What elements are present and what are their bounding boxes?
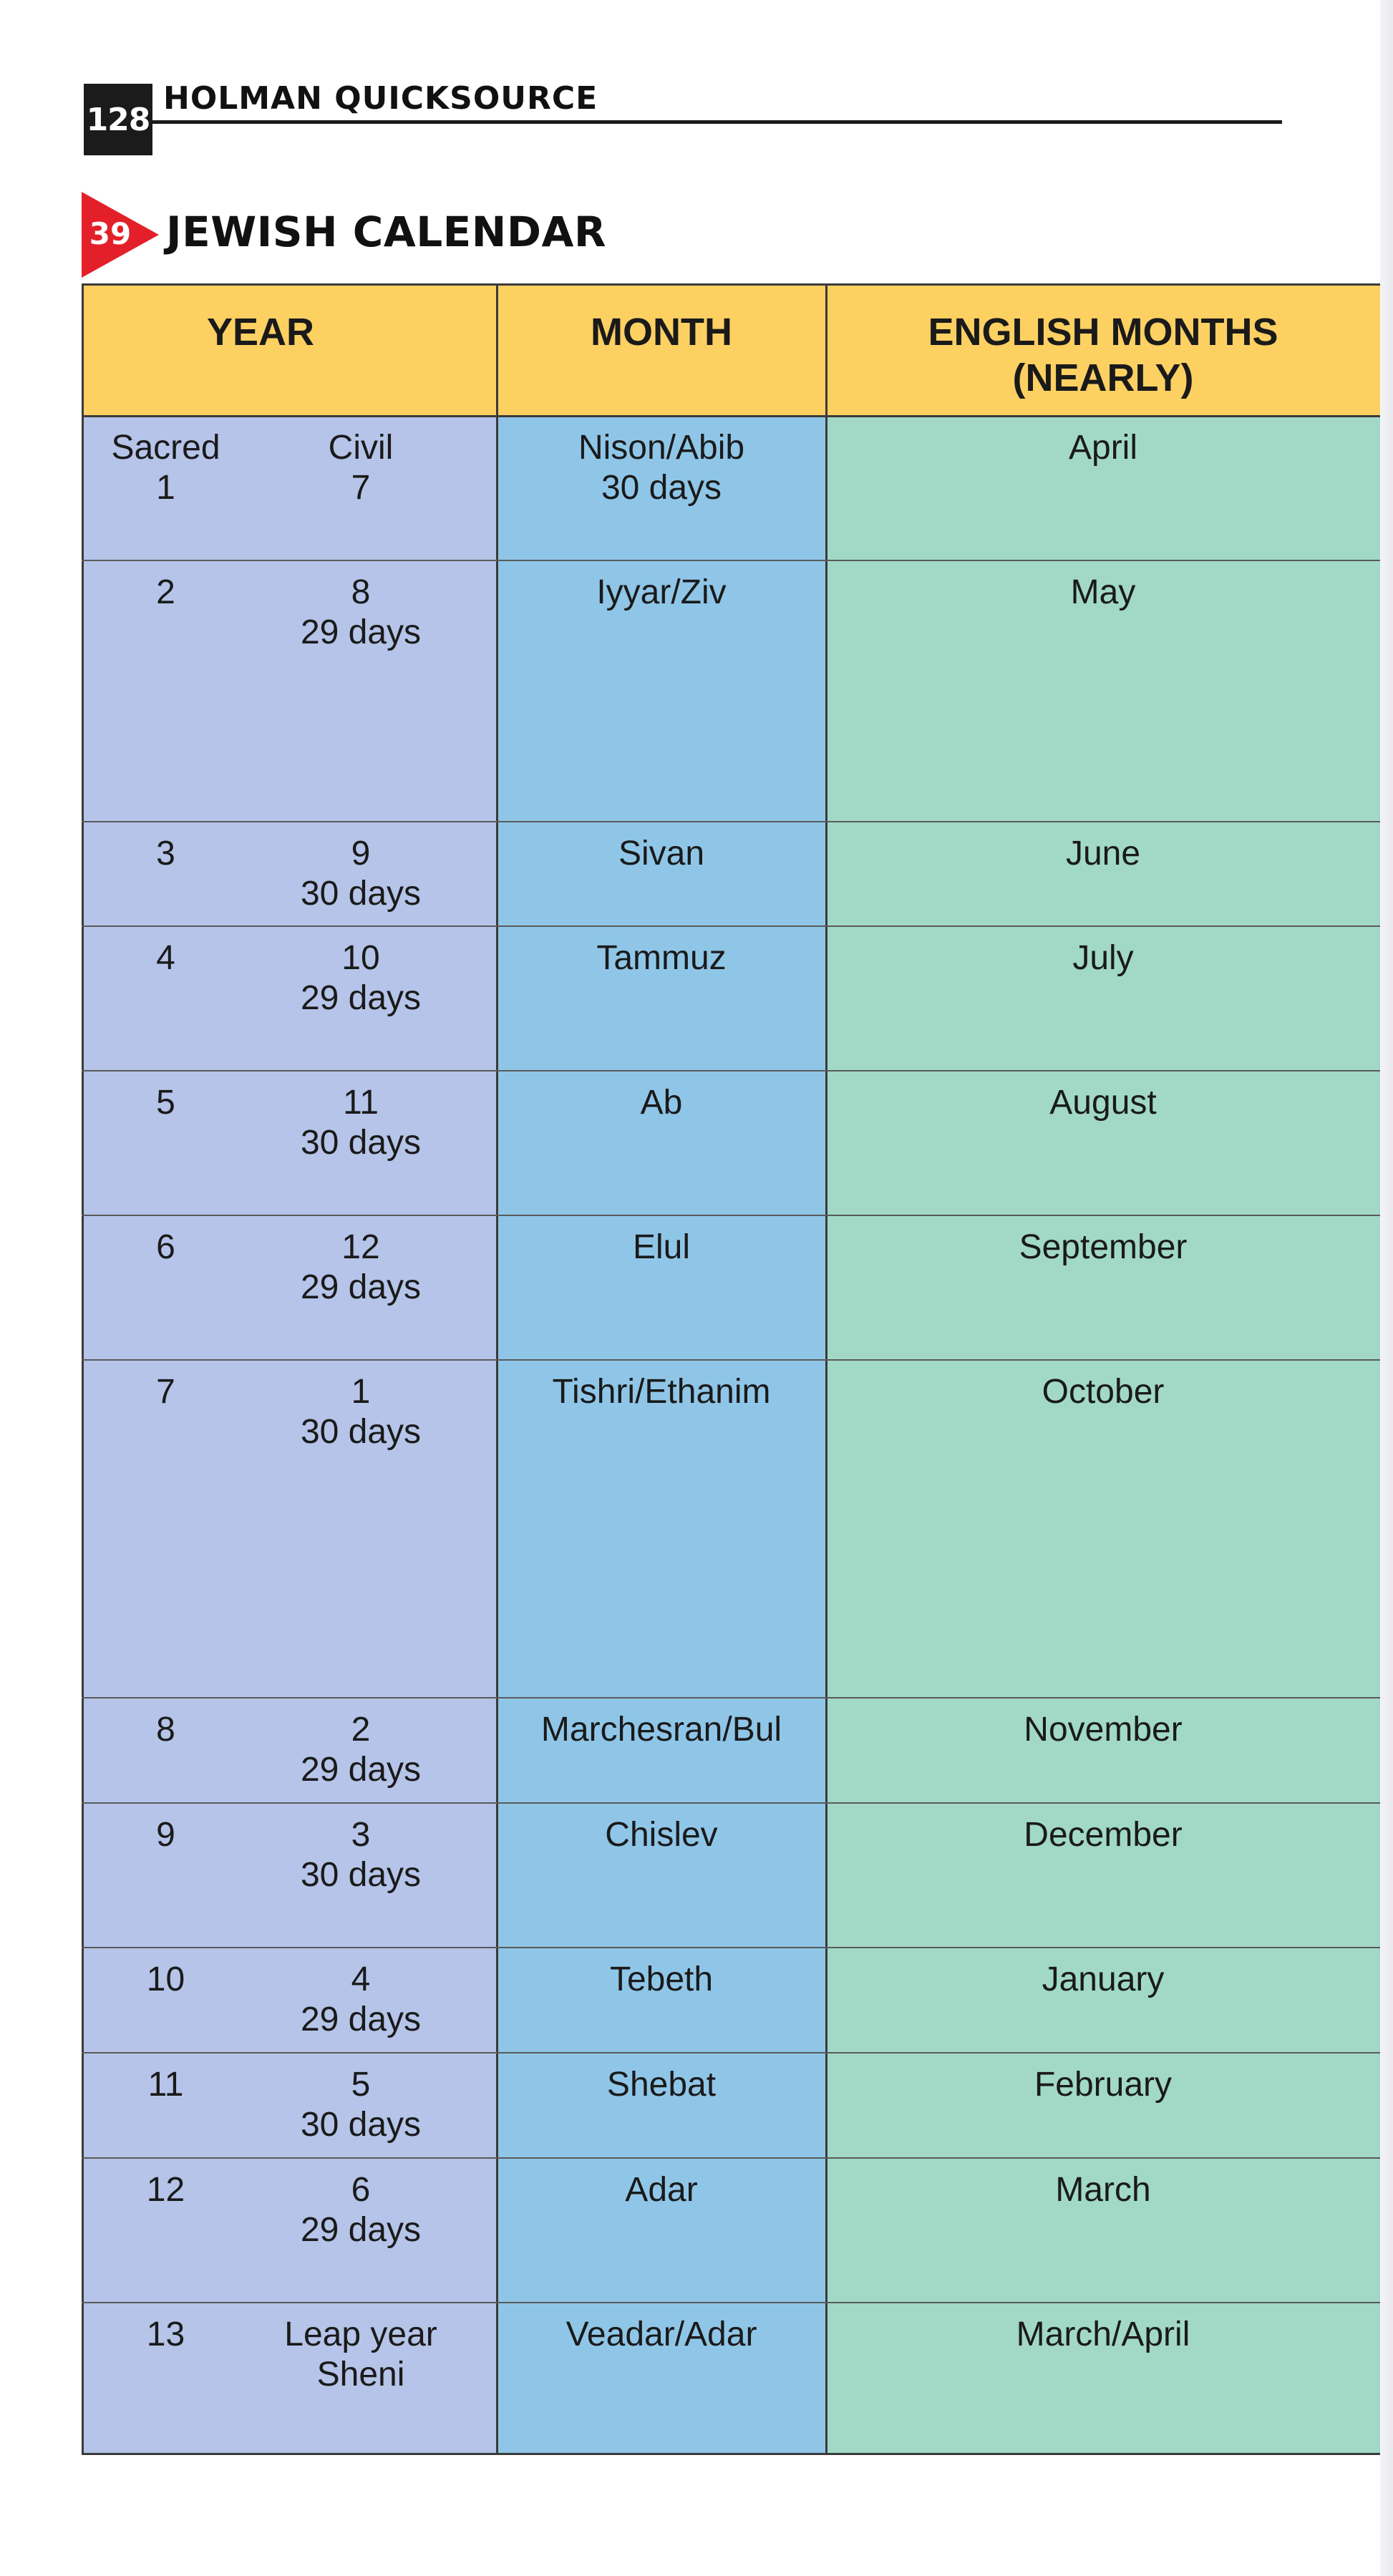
table-left-border xyxy=(82,283,84,2455)
hebrew-month-cell: Marchesran/Bul xyxy=(540,1711,782,1749)
row-divider xyxy=(82,925,1380,927)
hebrew-month-cell: Adar xyxy=(625,2171,698,2209)
civil-year-cell: Leap year Sheni xyxy=(284,2315,437,2393)
row-divider xyxy=(82,1947,1380,1948)
row-divider xyxy=(82,1359,1380,1361)
row-divider xyxy=(82,1215,1380,1216)
table-bottom-border xyxy=(82,2453,1380,2455)
civil-year-cell: 8 29 days xyxy=(300,573,422,651)
english-month-cell: November xyxy=(1024,1711,1183,1749)
sacred-year-cell: Sacred 1 xyxy=(111,429,220,507)
row-divider xyxy=(82,2157,1380,2159)
english-month-cell: February xyxy=(1034,2066,1173,2104)
english-month-cell: June xyxy=(1065,835,1141,873)
sacred-year-cell: 7 xyxy=(156,1373,175,1411)
civil-year-cell: 9 30 days xyxy=(300,835,422,913)
row-divider xyxy=(82,821,1380,822)
civil-year-cell: Civil 7 xyxy=(328,429,394,507)
header-rule xyxy=(152,120,1282,124)
hebrew-month-cell: Ab xyxy=(640,1084,683,1122)
row-divider xyxy=(82,1802,1380,1804)
row-divider xyxy=(82,2302,1380,2303)
hebrew-month-cell: Veadar/Adar xyxy=(566,2315,757,2353)
civil-year-cell: 4 29 days xyxy=(300,1960,422,2038)
row-divider xyxy=(82,1070,1380,1071)
page-edge-shadow xyxy=(1380,0,1393,2576)
page-number: 128 xyxy=(84,84,152,155)
civil-year-cell: 11 30 days xyxy=(300,1084,422,1162)
civil-year-cell: 3 30 days xyxy=(300,1816,422,1894)
sacred-year-cell: 10 xyxy=(146,1960,185,1998)
table-top-border xyxy=(82,283,1380,286)
civil-year-cell: 6 29 days xyxy=(300,2171,422,2249)
hebrew-month-cell: Sivan xyxy=(618,835,705,873)
civil-year-cell: 12 29 days xyxy=(300,1228,422,1306)
sacred-year-cell: 9 xyxy=(156,1816,175,1854)
sacred-year-cell: 8 xyxy=(156,1711,175,1749)
sacred-year-cell: 3 xyxy=(156,835,175,873)
hebrew-month-cell: Shebat xyxy=(606,2066,717,2104)
column-header-english-months: ENGLISH MONTHS (NEARLY) xyxy=(928,311,1278,399)
english-month-cell: October xyxy=(1042,1373,1165,1411)
english-month-cell: January xyxy=(1042,1960,1165,1998)
sacred-year-cell: 13 xyxy=(146,2315,185,2353)
column-header-year: YEAR xyxy=(206,311,315,354)
sacred-year-cell: 2 xyxy=(156,573,175,611)
jewish-calendar-table xyxy=(82,283,1380,2455)
section-title: JEWISH CALENDAR xyxy=(166,208,607,256)
hebrew-month-cell: Nison/Abib 30 days xyxy=(578,429,745,507)
civil-year-cell: 10 29 days xyxy=(300,939,422,1017)
sacred-year-cell: 11 xyxy=(147,2066,184,2104)
section-number: 39 xyxy=(89,216,132,251)
row-divider xyxy=(82,2052,1380,2053)
hebrew-month-cell: Tishri/Ethanim xyxy=(552,1373,771,1411)
english-month-cell: April xyxy=(1068,429,1138,467)
civil-year-cell: 2 29 days xyxy=(300,1711,422,1789)
civil-year-cell: 1 30 days xyxy=(300,1373,422,1451)
header-bottom-border xyxy=(82,415,1380,417)
english-month-cell: March/April xyxy=(1016,2315,1190,2353)
english-month-cell: August xyxy=(1049,1084,1157,1122)
english-month-cell: December xyxy=(1024,1816,1183,1854)
sacred-year-cell: 4 xyxy=(156,939,175,977)
hebrew-month-cell: Iyyar/Ziv xyxy=(596,573,727,611)
hebrew-month-cell: Tebeth xyxy=(609,1960,714,1998)
english-month-cell: May xyxy=(1070,573,1136,611)
english-month-cell: September xyxy=(1019,1228,1188,1266)
hebrew-month-cell: Elul xyxy=(632,1228,691,1266)
running-header-title: HOLMAN QUICKSOURCE xyxy=(163,80,598,117)
english-month-cell: July xyxy=(1072,939,1134,977)
column-divider xyxy=(496,283,498,2455)
civil-year-cell: 5 30 days xyxy=(300,2066,422,2144)
hebrew-month-cell: Tammuz xyxy=(596,939,727,977)
sacred-year-cell: 5 xyxy=(156,1084,175,1122)
sacred-year-cell: 6 xyxy=(156,1228,175,1266)
sacred-year-cell: 12 xyxy=(146,2171,185,2209)
hebrew-month-cell: Chislev xyxy=(605,1816,718,1854)
row-divider xyxy=(82,1697,1380,1698)
english-month-cell: March xyxy=(1055,2171,1151,2209)
row-divider xyxy=(82,560,1380,561)
column-header-month: MONTH xyxy=(591,311,732,354)
column-divider xyxy=(825,283,827,2455)
